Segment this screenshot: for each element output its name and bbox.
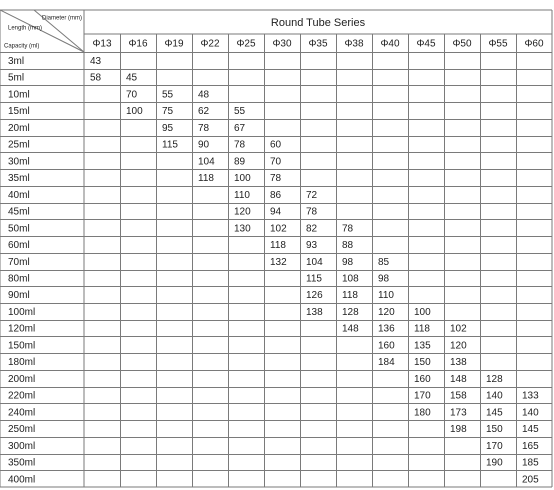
table-cell-length: 136 bbox=[378, 323, 395, 335]
column-header-diameter: Φ25 bbox=[236, 38, 256, 50]
table-cell-length: 145 bbox=[522, 424, 539, 436]
table-cell-length: 120 bbox=[450, 340, 467, 352]
table-cell-length: 180 bbox=[414, 407, 431, 419]
table-cell-length: 110 bbox=[234, 189, 250, 201]
table-cell-length: 118 bbox=[414, 323, 430, 335]
table-cell-length: 150 bbox=[414, 357, 431, 369]
table-cell-length: 115 bbox=[162, 139, 178, 151]
table-cell-length: 148 bbox=[342, 323, 359, 335]
table-cell-length: 104 bbox=[198, 156, 215, 168]
table-cell-length: 110 bbox=[378, 290, 394, 302]
table-cell-length: 78 bbox=[198, 122, 210, 134]
column-header-diameter: Φ35 bbox=[308, 38, 328, 50]
table-cell-length: 98 bbox=[378, 273, 390, 285]
table-cell-length: 88 bbox=[342, 240, 354, 252]
table-cell-length: 72 bbox=[306, 189, 318, 201]
table-cell-length: 165 bbox=[522, 440, 539, 452]
table-cell-length: 55 bbox=[162, 89, 174, 101]
row-header-capacity: 60ml bbox=[8, 240, 30, 252]
table-cell-length: 104 bbox=[306, 256, 323, 268]
row-header-capacity: 90ml bbox=[8, 290, 30, 302]
table-cell-length: 75 bbox=[162, 106, 174, 118]
table-cell-length: 135 bbox=[414, 340, 431, 352]
table-cell-length: 118 bbox=[342, 290, 358, 302]
column-header-diameter: Φ60 bbox=[524, 38, 544, 50]
series-title: Round Tube Series bbox=[270, 16, 366, 29]
table-cell-length: 67 bbox=[234, 122, 246, 134]
column-header-diameter: Φ30 bbox=[272, 38, 292, 50]
table-cell-length: 62 bbox=[198, 106, 210, 118]
row-header-capacity: 10ml bbox=[8, 89, 30, 101]
table-cell-length: 148 bbox=[450, 373, 467, 385]
row-header-capacity: 70ml bbox=[8, 256, 30, 268]
column-header-diameter: Φ45 bbox=[416, 38, 436, 50]
row-header-capacity: 20ml bbox=[8, 122, 30, 134]
row-header-capacity: 25ml bbox=[8, 139, 30, 151]
table-cell-length: 160 bbox=[414, 373, 431, 385]
table-cell-length: 78 bbox=[270, 173, 282, 185]
table-cell-length: 170 bbox=[486, 440, 503, 452]
row-header-capacity: 15ml bbox=[8, 106, 30, 118]
column-header-diameter: Φ16 bbox=[128, 38, 148, 50]
row-header-capacity: 240ml bbox=[8, 407, 36, 419]
row-header-capacity: 80ml bbox=[8, 273, 30, 285]
table-cell-length: 90 bbox=[198, 139, 210, 151]
column-header-diameter: Φ19 bbox=[164, 38, 184, 50]
table-cell-length: 78 bbox=[342, 223, 354, 235]
table-cell-length: 102 bbox=[270, 223, 287, 235]
table-cell-length: 108 bbox=[342, 273, 359, 285]
table-cell-length: 185 bbox=[522, 457, 539, 469]
column-header-diameter: Φ13 bbox=[92, 38, 112, 50]
table-cell-length: 82 bbox=[306, 223, 318, 235]
row-header-capacity: 220ml bbox=[8, 390, 36, 402]
column-header-diameter: Φ38 bbox=[344, 38, 364, 50]
table-cell-length: 138 bbox=[306, 306, 323, 318]
table-cell-length: 118 bbox=[198, 173, 214, 185]
table-cell-length: 133 bbox=[522, 390, 539, 402]
table-cell-length: 140 bbox=[522, 407, 539, 419]
table-cell-length: 120 bbox=[378, 306, 395, 318]
table-cell-length: 145 bbox=[486, 407, 503, 419]
row-header-capacity: 120ml bbox=[8, 323, 36, 335]
row-header-capacity: 180ml bbox=[8, 357, 36, 369]
row-header-capacity: 100ml bbox=[8, 306, 36, 318]
column-header-diameter: Φ50 bbox=[452, 38, 472, 50]
row-header-capacity: 30ml bbox=[8, 156, 30, 168]
table-cell-length: 100 bbox=[414, 306, 431, 318]
table-cell-length: 100 bbox=[126, 106, 143, 118]
table-cell-length: 98 bbox=[342, 256, 354, 268]
table-cell-length: 100 bbox=[234, 173, 251, 185]
table-cell-length: 205 bbox=[522, 474, 539, 486]
table-cell-length: 115 bbox=[306, 273, 322, 285]
table-cell-length: 140 bbox=[486, 390, 503, 402]
table-cell-length: 132 bbox=[270, 256, 287, 268]
table-cell-length: 120 bbox=[234, 206, 251, 218]
table-cell-length: 85 bbox=[378, 256, 390, 268]
table-cell-length: 118 bbox=[270, 240, 286, 252]
table-cell-length: 170 bbox=[414, 390, 431, 402]
row-header-capacity: 3ml bbox=[8, 56, 25, 68]
table-cell-length: 70 bbox=[270, 156, 282, 168]
column-header-diameter: Φ22 bbox=[200, 38, 220, 50]
table-cell-length: 150 bbox=[486, 424, 503, 436]
table-cell-length: 130 bbox=[234, 223, 251, 235]
row-header-capacity: 45ml bbox=[8, 206, 30, 218]
table-cell-length: 58 bbox=[90, 72, 102, 84]
table-cell-length: 89 bbox=[234, 156, 246, 168]
row-header-capacity: 400ml bbox=[8, 474, 36, 486]
table-cell-length: 184 bbox=[378, 357, 395, 369]
table-cell-length: 94 bbox=[270, 206, 282, 218]
row-header-capacity: 350ml bbox=[8, 457, 36, 469]
row-header-capacity: 300ml bbox=[8, 440, 36, 452]
column-header-diameter: Φ55 bbox=[488, 38, 508, 50]
table-cell-length: 198 bbox=[450, 424, 467, 436]
table-cell-length: 70 bbox=[126, 89, 138, 101]
row-header-capacity: 150ml bbox=[8, 340, 36, 352]
row-header-capacity: 50ml bbox=[8, 223, 30, 235]
table-cell-length: 55 bbox=[234, 106, 246, 118]
row-header-capacity: 5ml bbox=[8, 72, 25, 84]
table-cell-length: 95 bbox=[162, 122, 174, 134]
table-cell-length: 45 bbox=[126, 72, 138, 84]
table-cell-length: 93 bbox=[306, 240, 318, 252]
table-cell-length: 138 bbox=[450, 357, 467, 369]
table-cell-length: 158 bbox=[450, 390, 467, 402]
table-cell-length: 173 bbox=[450, 407, 467, 419]
table-cell-length: 190 bbox=[486, 457, 503, 469]
row-header-capacity: 200ml bbox=[8, 373, 36, 385]
column-header-diameter: Φ40 bbox=[380, 38, 400, 50]
corner-label-length: Length (mm) bbox=[8, 25, 43, 32]
row-header-capacity: 250ml bbox=[8, 424, 36, 436]
row-header-capacity: 40ml bbox=[8, 189, 30, 201]
row-header-capacity: 35ml bbox=[8, 173, 30, 185]
corner-label-diameter: Diameter (mm) bbox=[42, 15, 82, 22]
table-cell-length: 43 bbox=[90, 56, 102, 68]
table-cell-length: 102 bbox=[450, 323, 467, 335]
table-cell-length: 160 bbox=[378, 340, 395, 352]
table-cell-length: 126 bbox=[306, 290, 323, 302]
table-cell-length: 78 bbox=[306, 206, 318, 218]
table-cell-length: 78 bbox=[234, 139, 246, 151]
table-cell-length: 128 bbox=[486, 373, 503, 385]
table-cell-length: 128 bbox=[342, 306, 359, 318]
table-cell-length: 48 bbox=[198, 89, 210, 101]
table-cell-length: 86 bbox=[270, 189, 282, 201]
corner-label-capacity: Capacity (ml) bbox=[4, 43, 40, 50]
table-cell-length: 60 bbox=[270, 139, 282, 151]
